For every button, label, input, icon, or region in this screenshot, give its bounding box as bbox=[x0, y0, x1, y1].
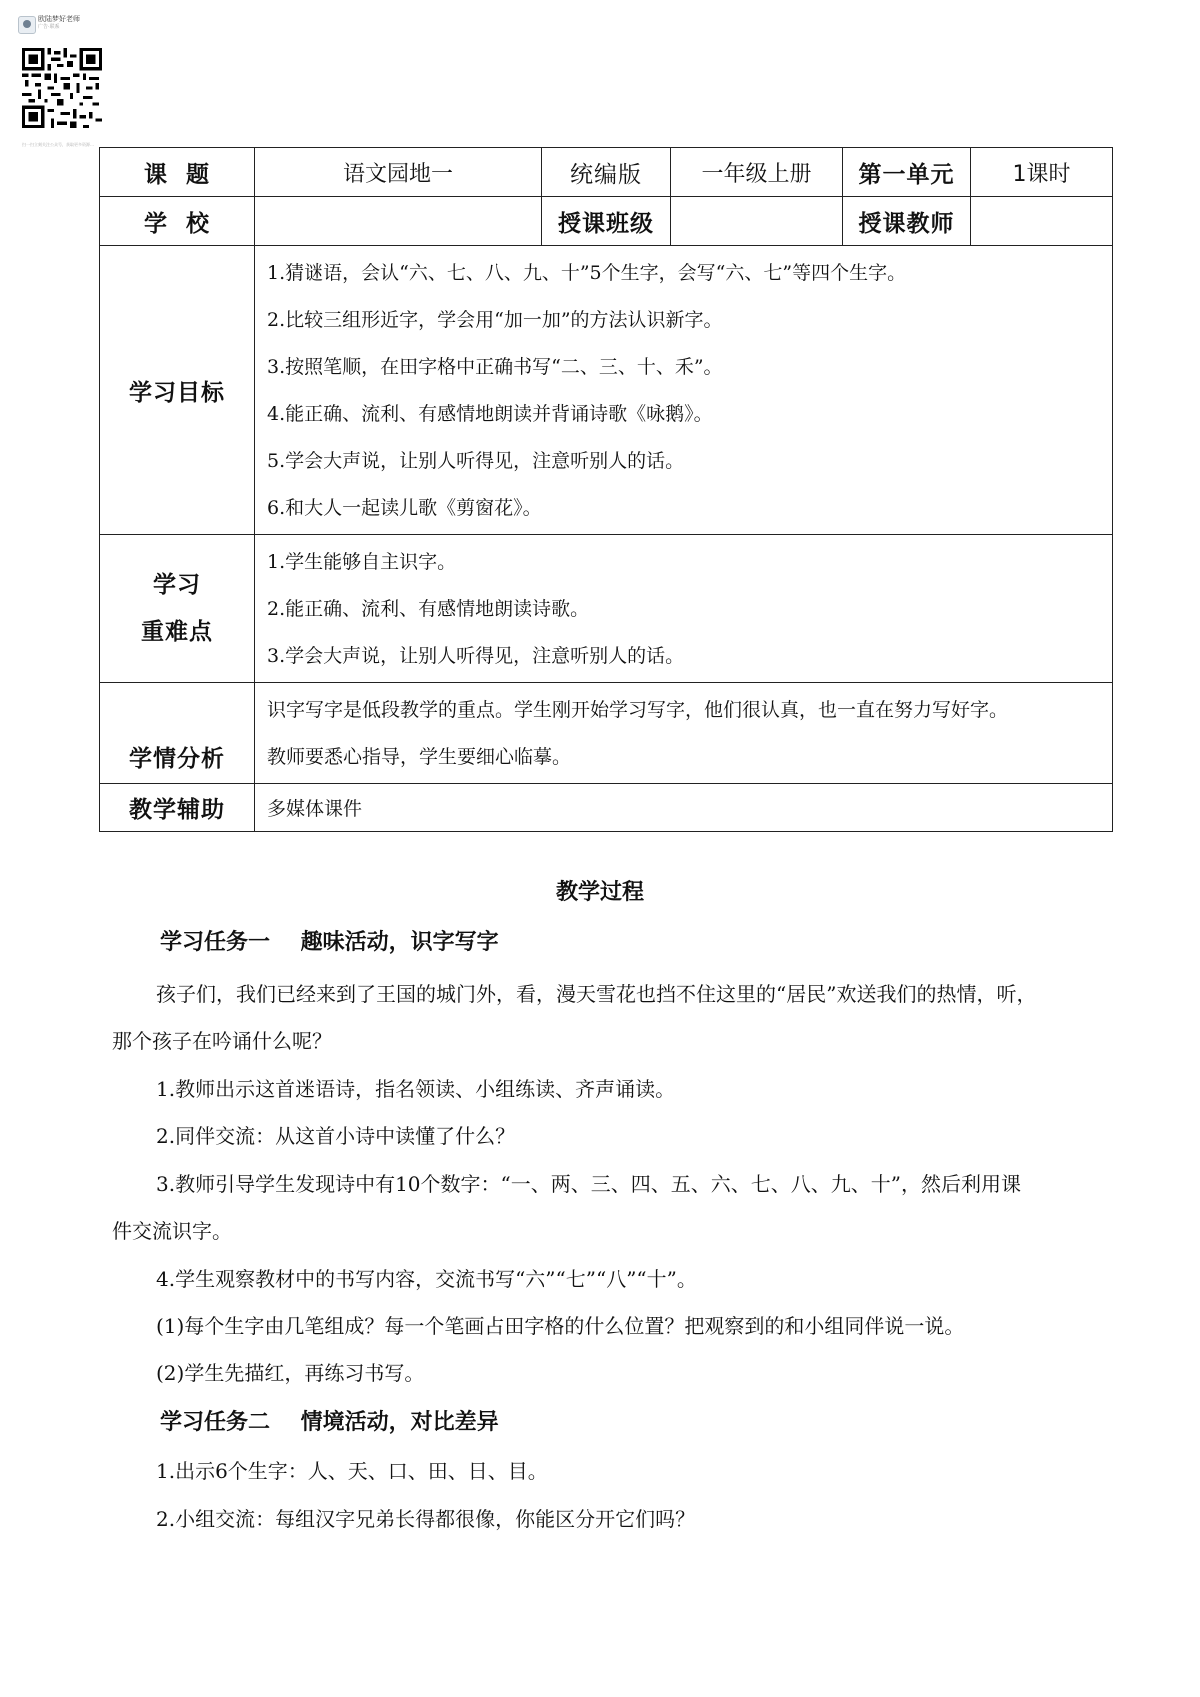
paragraph: 那个孩子在吟诵什么呢？ bbox=[112, 1029, 332, 1053]
goal-item: 5.学会大声说，让别人听得见，注意听别人的话。 bbox=[267, 450, 685, 472]
goal-item: 6.和大人一起读儿歌《剪窗花》。 bbox=[267, 497, 542, 519]
grade: 一年级上册 bbox=[671, 148, 843, 197]
lesson-plan-table bbox=[99, 147, 1113, 832]
step: 件交流识字。 bbox=[112, 1219, 232, 1243]
keypoint-item: 1.学生能够自主识字。 bbox=[267, 551, 457, 573]
analysis-text bbox=[255, 683, 1113, 784]
label-aids: 教学辅助 bbox=[100, 784, 255, 832]
qr-caption: 扫一扫立刻关注公众号，获取更多资源… bbox=[22, 142, 94, 147]
goal-item: 2.比较三组形近字，学会用“加一加”的方法认识新字。 bbox=[267, 309, 723, 331]
sub-step: (2)学生先描红，再练习书写。 bbox=[156, 1361, 425, 1385]
brand-header bbox=[18, 12, 128, 162]
table-row-goals bbox=[100, 246, 1113, 535]
school-value bbox=[255, 197, 542, 246]
label-teacher: 授课教师 bbox=[843, 197, 971, 246]
goal-item: 1.猜谜语，会认“六、七、八、九、十”5个生字，会写“六、七”等四个生字。 bbox=[267, 262, 907, 284]
class-value bbox=[671, 197, 843, 246]
lesson-title: 语文园地一 bbox=[255, 148, 542, 197]
step: 1.出示6个生字：人、天、口、田、日、目。 bbox=[156, 1459, 548, 1483]
label-class: 授课班级 bbox=[542, 197, 671, 246]
step: 3.教师引导学生发现诗中有10个数字：“一、两、三、四、五、六、七、八、九、十”，然后利用课 bbox=[156, 1172, 1021, 1196]
analysis-line: 教师要悉心指导，学生要细心临摹。 bbox=[267, 746, 572, 768]
label-keypoints-line2: 重难点 bbox=[141, 618, 213, 645]
unit: 第一单元 bbox=[843, 148, 971, 197]
keypoint-item: 2.能正确、流利、有感情地朗读诗歌。 bbox=[267, 598, 590, 620]
task-heading-1: 学习任务一 趣味活动，识字写字 bbox=[160, 930, 499, 955]
goals-list bbox=[255, 246, 1113, 535]
table-row-keypoints bbox=[100, 535, 1113, 683]
label-goals: 学习目标 bbox=[100, 246, 255, 535]
keypoint-item: 3.学会大声说，让别人听得见，注意听别人的话。 bbox=[267, 645, 685, 667]
label-keypoints bbox=[100, 535, 255, 683]
hours: 1课时 bbox=[971, 148, 1113, 197]
keypoints-list bbox=[255, 535, 1113, 683]
table-row-analysis bbox=[100, 683, 1113, 784]
goal-item: 4.能正确、流利、有感情地朗读并背诵诗歌《咏鹅》。 bbox=[267, 403, 713, 425]
task-heading-2: 学习任务二 情境活动，对比差异 bbox=[160, 1410, 499, 1435]
paragraph: 孩子们，我们已经来到了王国的城门外，看，漫天雪花也挡不住这里的“居民”欢送我们的热情，听， bbox=[156, 982, 1037, 1006]
brand-name: 欧陆梦好老师 bbox=[38, 15, 80, 23]
label-analysis: 学情分析 bbox=[100, 683, 255, 784]
qr-code-icon[interactable] bbox=[22, 48, 102, 128]
step: 2.小组交流：每组汉字兄弟长得都很像，你能区分开它们吗？ bbox=[156, 1507, 696, 1531]
label-school: 学 校 bbox=[100, 197, 255, 246]
label-keypoints-line1: 学习 bbox=[153, 571, 201, 598]
brand-subtitle: 广告·联系 bbox=[38, 24, 60, 30]
teacher-value bbox=[971, 197, 1113, 246]
table-row-topic bbox=[100, 148, 1113, 197]
step: 1.教师出示这首迷语诗，指名领读、小组练读、齐声诵读。 bbox=[156, 1077, 676, 1101]
step: 2.同伴交流：从这首小诗中读懂了什么？ bbox=[156, 1124, 516, 1148]
goal-item: 3.按照笔顺，在田字格中正确书写“二、三、十、禾”。 bbox=[267, 356, 723, 378]
step: 4.学生观察教材中的书写内容，交流书写“六”“七”“八”“十”。 bbox=[156, 1267, 697, 1291]
aids-value: 多媒体课件 bbox=[255, 784, 1113, 832]
process-title: 教学过程 bbox=[555, 880, 644, 905]
table-row-school bbox=[100, 197, 1113, 246]
sub-step: (1)每个生字由几笔组成？每一个笔画占田字格的什么位置？把观察到的和小组同伴说一说。 bbox=[156, 1314, 965, 1338]
avatar bbox=[18, 16, 36, 34]
analysis-line: 识字写字是低段教学的重点。学生刚开始学习写字，他们很认真，也一直在努力写好字。 bbox=[267, 699, 1009, 721]
edition: 统编版 bbox=[542, 148, 671, 197]
table-row-aids bbox=[100, 784, 1113, 832]
label-topic: 课 题 bbox=[100, 148, 255, 197]
